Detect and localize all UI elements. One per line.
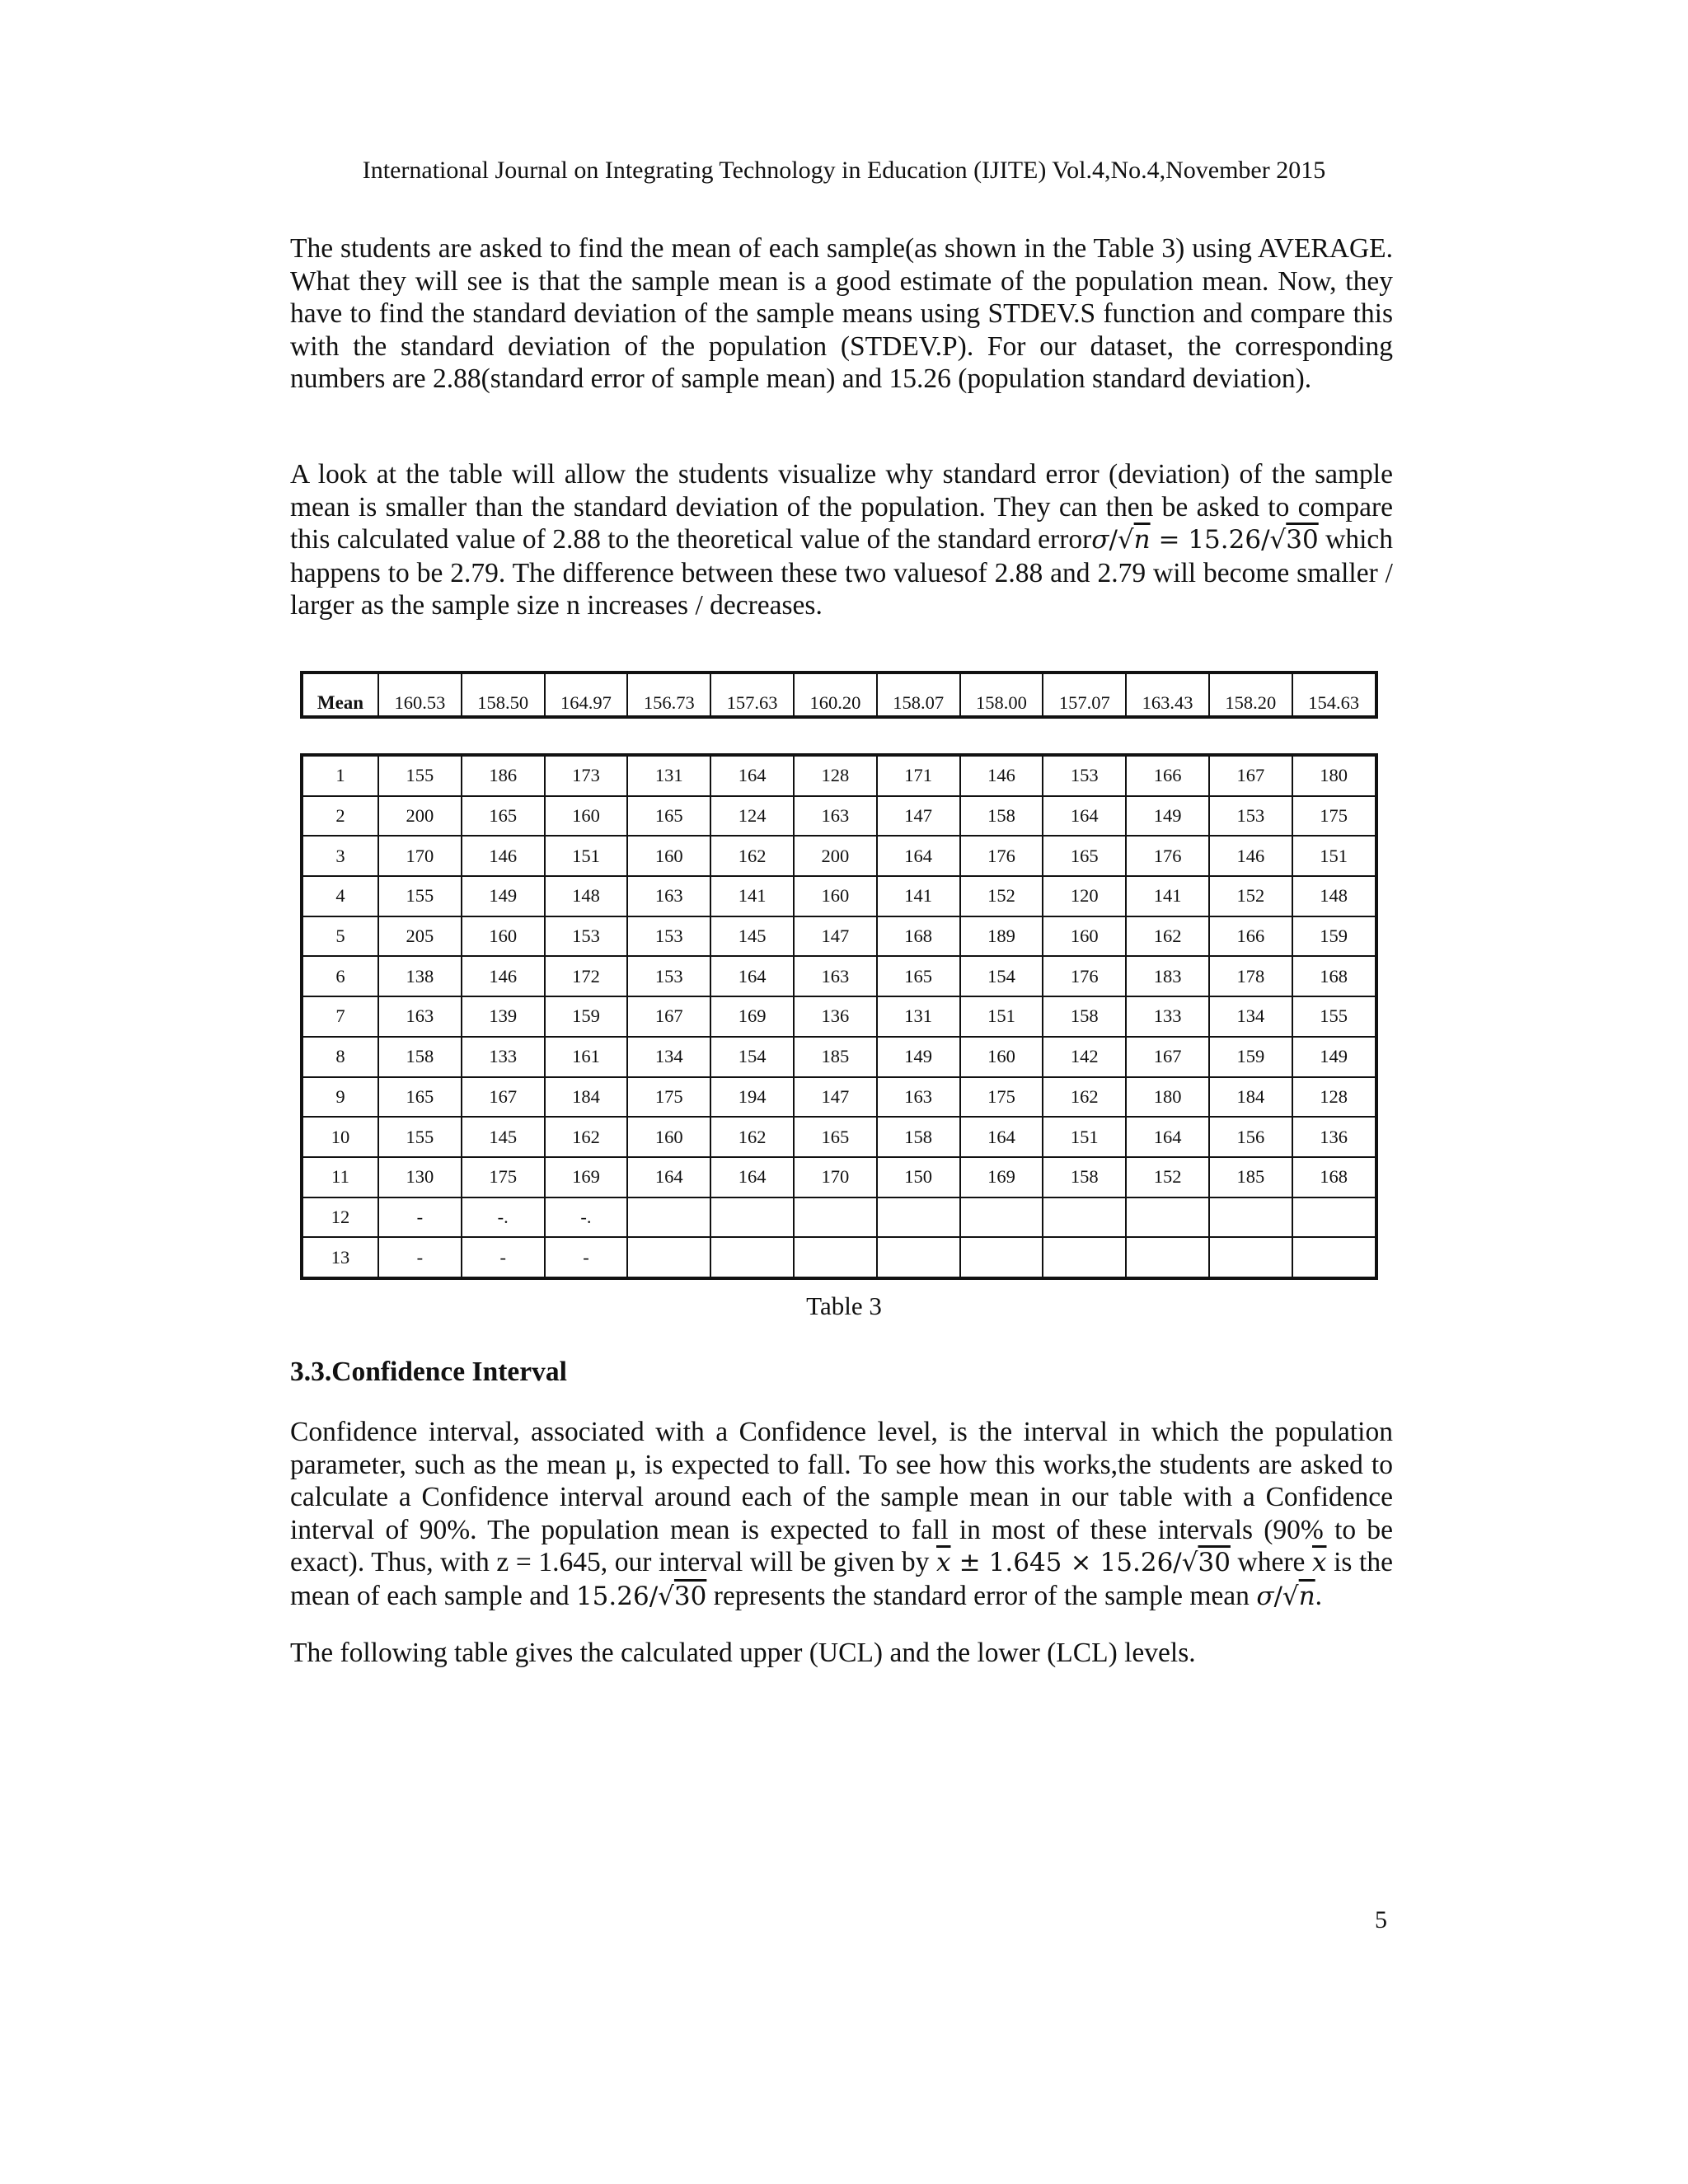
table-cell — [1292, 1237, 1376, 1278]
para3-text-3: is the mean of each sample and — [290, 1547, 1393, 1611]
table-cell: 142 — [1043, 1037, 1126, 1077]
table-cell: 152 — [1209, 876, 1292, 916]
table-cell: 162 — [1043, 1077, 1126, 1118]
table-row — [302, 1197, 1376, 1238]
table-cell: 160 — [960, 1037, 1043, 1077]
sample-data-table — [300, 753, 1378, 1280]
row-index-cell: 13 — [302, 1237, 378, 1278]
table-cell: 151 — [960, 996, 1043, 1037]
table-cell: 168 — [877, 916, 960, 957]
table-cell: 153 — [1209, 796, 1292, 837]
formula-sigma-root-n: σ/√n — [1256, 1581, 1315, 1611]
table-cell: 141 — [877, 876, 960, 916]
table-cell: 133 — [1126, 996, 1209, 1037]
table-cell: 138 — [378, 956, 462, 996]
table-row — [302, 1037, 1376, 1077]
para3-text-2: where — [1230, 1547, 1312, 1577]
table-cell: 164 — [710, 755, 794, 796]
table-cell: 178 — [1209, 956, 1292, 996]
table-row — [302, 996, 1376, 1037]
table-cell: - — [462, 1237, 545, 1278]
para2-text-1: A look at the table will allow the students visualize why standard error (deviation) of the sample mean is smaller than the standard deviation of the population. They can then be asked to compare this calculated value of 2.88 to the theoretical value of the standard error — [290, 459, 1393, 555]
table-cell: 169 — [960, 1157, 1043, 1197]
mean-cell: 158.20 — [1209, 673, 1292, 717]
table-cell: 169 — [545, 1157, 628, 1197]
table-row — [302, 956, 1376, 996]
table-cell: 176 — [1126, 836, 1209, 876]
table-cell — [1209, 1197, 1292, 1238]
table-cell: 189 — [960, 916, 1043, 957]
mean-cell: 160.20 — [794, 673, 877, 717]
table-cell: 128 — [794, 755, 877, 796]
row-index-cell: 10 — [302, 1117, 378, 1157]
table-cell: 141 — [1126, 876, 1209, 916]
table-cell: 155 — [378, 755, 462, 796]
table-cell: 163 — [378, 996, 462, 1037]
table-cell: 130 — [378, 1157, 462, 1197]
table-cell: 163 — [794, 956, 877, 996]
table-cell: 175 — [960, 1077, 1043, 1118]
table-cell: 160 — [627, 836, 710, 876]
table-cell: 160 — [462, 916, 545, 957]
table-cell: 141 — [710, 876, 794, 916]
table-cell: 200 — [378, 796, 462, 837]
table-cell: 164 — [1043, 796, 1126, 837]
table-cell: 184 — [1209, 1077, 1292, 1118]
table-cell: 136 — [1292, 1117, 1376, 1157]
table-cell: 155 — [378, 1117, 462, 1157]
table-cell — [627, 1197, 710, 1238]
table-cell: 120 — [1043, 876, 1126, 916]
table-cell: 168 — [1292, 956, 1376, 996]
page-number: 5 — [1375, 1906, 1387, 1933]
table-cell: 154 — [960, 956, 1043, 996]
table-cell: 165 — [627, 796, 710, 837]
table-cell: 160 — [627, 1117, 710, 1157]
table-cell: 124 — [710, 796, 794, 837]
table-cell: 131 — [877, 996, 960, 1037]
table-cell — [1126, 1237, 1209, 1278]
mean-cell: 154.63 — [1292, 673, 1376, 717]
table-cell: 153 — [545, 916, 628, 957]
table-cell: 183 — [1126, 956, 1209, 996]
table-cell: 158 — [1043, 1157, 1126, 1197]
table-cell: 165 — [1043, 836, 1126, 876]
table-cell: 169 — [710, 996, 794, 1037]
table-cell: 153 — [1043, 755, 1126, 796]
table-cell: 162 — [710, 1117, 794, 1157]
table-caption: Table 3 — [806, 1291, 882, 1320]
table-cell: 165 — [877, 956, 960, 996]
formula-standard-error: 15.26/√30 — [575, 1581, 707, 1611]
table-cell: 149 — [462, 876, 545, 916]
table-cell: 164 — [877, 836, 960, 876]
row-index-cell: 9 — [302, 1077, 378, 1118]
table-cell: 170 — [794, 1157, 877, 1197]
table-row — [302, 836, 1376, 876]
table-cell — [1292, 1197, 1376, 1238]
table-cell: 147 — [877, 796, 960, 837]
table-cell: 168 — [1292, 1157, 1376, 1197]
table-cell: 167 — [1209, 755, 1292, 796]
table-cell — [1043, 1197, 1126, 1238]
table-cell: 151 — [1292, 836, 1376, 876]
table-cell: 167 — [1126, 1037, 1209, 1077]
mean-cell: 158.00 — [960, 673, 1043, 717]
mean-cell: 157.07 — [1043, 673, 1126, 717]
table-cell: 147 — [794, 916, 877, 957]
table-cell: 158 — [877, 1117, 960, 1157]
mean-cell: 160.53 — [378, 673, 462, 717]
mean-cell: 158.07 — [877, 673, 960, 717]
table-cell: 146 — [462, 836, 545, 876]
table-cell: 133 — [462, 1037, 545, 1077]
table-cell: 166 — [1209, 916, 1292, 957]
row-index-cell: 5 — [302, 916, 378, 957]
mean-cell: 163.43 — [1126, 673, 1209, 717]
table-cell — [710, 1197, 794, 1238]
table-cell: 149 — [1126, 796, 1209, 837]
table-cell: - — [545, 1237, 628, 1278]
table-cell: 194 — [710, 1077, 794, 1118]
table-cell: 167 — [462, 1077, 545, 1118]
para3-text-1: Confidence interval, associated with a Confidence level, is the interval in which the population parameter, such as the mean μ, is expected to fall. To see how this works,the students are asked to calculate a Confidence interval around each of the sample mean in our table with a Confidence interval of 90%. The population mean is expected to fall in most of these intervals (90% to be exact). Thus, with z = 1.645, our interval will be given by — [290, 1417, 1393, 1577]
paragraph-confidence-interval: Confidence interval, associated with a Confidence level, is the interval in which the population parameter, such as the mean μ, is expected to fall. To see how this works,the students are asked to calculate a Confidence interval around each of the sample mean in our table with a Confidence interval of 90%. The population mean is expected to fall in most of these intervals (90% to be exact). Thus, with z = 1.645, our interval will be given by $\overline{x} \pm 1.645 \times 15.26/√30$ where $\overline{x}$ is the mean of each sample and 15.26/√30 represents the standard error of the sample mean σ/√n. — [290, 1417, 1393, 1611]
table-cell: 149 — [877, 1037, 960, 1077]
table-cell: 148 — [1292, 876, 1376, 916]
table-cell — [710, 1237, 794, 1278]
table-cell: 152 — [960, 876, 1043, 916]
table-cell — [960, 1237, 1043, 1278]
table-cell: 160 — [545, 796, 628, 837]
paragraph-ucl-lcl: The following table gives the calculated upper (UCL) and the lower (LCL) levels. — [290, 1638, 1196, 1668]
table-cell: 159 — [1209, 1037, 1292, 1077]
para3-text-4: represents the standard error of the sample mean — [706, 1580, 1257, 1611]
para2-text-2: which happens to be 2.79. The difference between these two valuesof 2.88 and 2.79 will become smaller / larger as the sample size n increases / decreases. — [290, 524, 1393, 621]
table-cell: 163 — [794, 796, 877, 837]
table-cell: 172 — [545, 956, 628, 996]
sample-mean-table — [300, 671, 1378, 719]
formula-interval: $\overline{x} \pm 1.645 \times 15.26/√30$ — [936, 1548, 1231, 1577]
mean-cell: 157.63 — [710, 673, 794, 717]
table-cell: 164 — [710, 1157, 794, 1197]
table-cell: - — [378, 1197, 462, 1238]
table-cell: 162 — [710, 836, 794, 876]
row-index-cell: 4 — [302, 876, 378, 916]
table-cell: 145 — [462, 1117, 545, 1157]
table-cell: - — [378, 1237, 462, 1278]
table-cell: 171 — [877, 755, 960, 796]
table-cell: 166 — [1126, 755, 1209, 796]
table-cell: 165 — [378, 1077, 462, 1118]
table-cell: 165 — [794, 1117, 877, 1157]
table-cell: 151 — [545, 836, 628, 876]
table-cell — [877, 1237, 960, 1278]
row-index-cell: 3 — [302, 836, 378, 876]
table-row — [302, 1157, 1376, 1197]
table-cell: 176 — [960, 836, 1043, 876]
table-cell: 175 — [1292, 796, 1376, 837]
table-cell: 158 — [1043, 996, 1126, 1037]
table-cell: 158 — [378, 1037, 462, 1077]
table-cell: 154 — [710, 1037, 794, 1077]
section-heading: 3.3.Confidence Interval — [290, 1357, 567, 1387]
table-cell: 146 — [960, 755, 1043, 796]
table-cell: 180 — [1126, 1077, 1209, 1118]
table-cell — [1126, 1197, 1209, 1238]
table-cell: 128 — [1292, 1077, 1376, 1118]
table-cell: 131 — [627, 755, 710, 796]
row-index-cell: 6 — [302, 956, 378, 996]
table-cell: 164 — [710, 956, 794, 996]
table-cell: 155 — [1292, 996, 1376, 1037]
table-cell: 155 — [378, 876, 462, 916]
mean-cell: 156.73 — [627, 673, 710, 717]
table-cell: 159 — [545, 996, 628, 1037]
table-cell: 205 — [378, 916, 462, 957]
table-cell: 150 — [877, 1157, 960, 1197]
row-index-cell: 7 — [302, 996, 378, 1037]
table-cell: 186 — [462, 755, 545, 796]
table-row — [302, 916, 1376, 957]
table-cell: 180 — [1292, 755, 1376, 796]
table-cell: 134 — [627, 1037, 710, 1077]
table-cell: 151 — [1043, 1117, 1126, 1157]
table-cell: 175 — [462, 1157, 545, 1197]
journal-header: International Journal on Integrating Technology in Education (IJITE) Vol.4,No.4,November 2015 — [362, 157, 1326, 184]
table-cell — [1043, 1237, 1126, 1278]
row-index-cell: 1 — [302, 755, 378, 796]
table-cell: 139 — [462, 996, 545, 1037]
table-cell: -. — [545, 1197, 628, 1238]
table-cell: 134 — [1209, 996, 1292, 1037]
formula-xbar: $\overline{x}$ — [1312, 1548, 1327, 1577]
table-cell: 156 — [1209, 1117, 1292, 1157]
table-cell: 200 — [794, 836, 877, 876]
mean-cell: 164.97 — [545, 673, 628, 717]
table-cell: 149 — [1292, 1037, 1376, 1077]
table-cell: 170 — [378, 836, 462, 876]
table-row — [302, 876, 1376, 916]
table-cell: 185 — [1209, 1157, 1292, 1197]
table-cell: 148 — [545, 876, 628, 916]
table-cell: 160 — [1043, 916, 1126, 957]
mean-cell: 158.50 — [462, 673, 545, 717]
formula-sigma-over-root-n: σ/√n = 15.26/√30 — [1091, 525, 1319, 555]
table-cell: 164 — [960, 1117, 1043, 1157]
table-row — [302, 1237, 1376, 1278]
row-index-cell: 11 — [302, 1157, 378, 1197]
row-index-cell: 2 — [302, 796, 378, 837]
table-cell: -. — [462, 1197, 545, 1238]
table-cell: 146 — [462, 956, 545, 996]
paragraph-sample-means: The students are asked to find the mean of each sample(as shown in the Table 3) using AVERAGE. What they will see is that the sample mean is a good estimate of the population mean. Now, they have to find the standard deviation of the sample means using STDEV.S function and compare this with the standard deviation of the population (STDEV.P). For our dataset, the corresponding numbers are 2.88(standard error of sample mean) and 15.26 (population standard deviation). — [290, 233, 1393, 394]
table-row — [302, 755, 1376, 796]
table-cell — [794, 1237, 877, 1278]
row-index-cell: 8 — [302, 1037, 378, 1077]
table-cell: 162 — [545, 1117, 628, 1157]
table-cell — [627, 1237, 710, 1278]
paragraph-standard-error — [290, 458, 1393, 622]
table-cell: 146 — [1209, 836, 1292, 876]
table-cell: 165 — [462, 796, 545, 837]
table-cell: 164 — [1126, 1117, 1209, 1157]
table-cell: 176 — [1043, 956, 1126, 996]
table-row — [302, 796, 1376, 837]
table-cell: 184 — [545, 1077, 628, 1118]
table-cell: 167 — [627, 996, 710, 1037]
table-cell: 160 — [794, 876, 877, 916]
table-row — [302, 1077, 1376, 1118]
table-cell: 158 — [960, 796, 1043, 837]
table-cell: 152 — [1126, 1157, 1209, 1197]
table-cell: 163 — [627, 876, 710, 916]
table-cell: 159 — [1292, 916, 1376, 957]
table-cell: 173 — [545, 755, 628, 796]
table-cell: 153 — [627, 956, 710, 996]
table-cell: 162 — [1126, 916, 1209, 957]
mean-label: Mean — [302, 673, 378, 717]
table-cell: 136 — [794, 996, 877, 1037]
table-cell: 185 — [794, 1037, 877, 1077]
table-cell: 153 — [627, 916, 710, 957]
table-cell: 147 — [794, 1077, 877, 1118]
table-cell: 175 — [627, 1077, 710, 1118]
table-row — [302, 1117, 1376, 1157]
table-cell: 145 — [710, 916, 794, 957]
table-cell — [1209, 1237, 1292, 1278]
table-cell: 163 — [877, 1077, 960, 1118]
table-cell: 161 — [545, 1037, 628, 1077]
table-cell — [794, 1197, 877, 1238]
row-index-cell: 12 — [302, 1197, 378, 1238]
table-cell — [877, 1197, 960, 1238]
table-cell — [960, 1197, 1043, 1238]
mean-row — [302, 673, 1376, 717]
table-cell: 164 — [627, 1157, 710, 1197]
